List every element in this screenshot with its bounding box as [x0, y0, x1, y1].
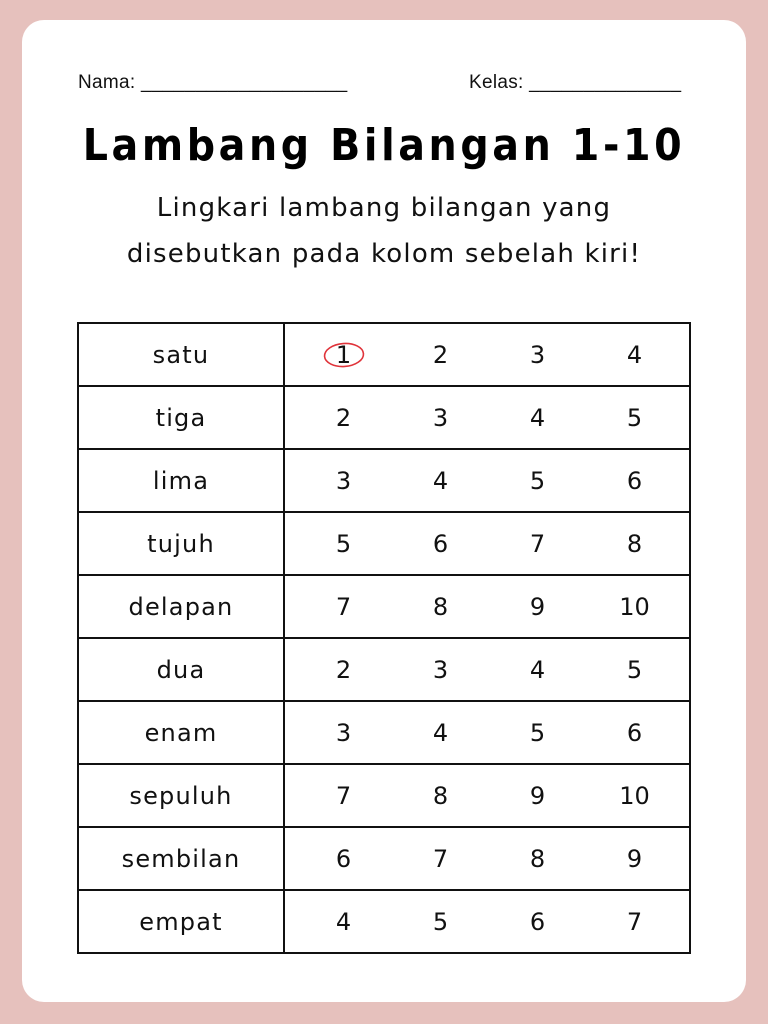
number-choice-label: 8 — [626, 529, 643, 558]
number-choice-label: 6 — [529, 907, 546, 936]
number-choice[interactable] — [605, 467, 665, 495]
table-row — [78, 323, 690, 386]
number-choice[interactable] — [411, 530, 471, 558]
number-choice-label: 8 — [529, 844, 546, 873]
number-table — [77, 322, 691, 954]
number-choice-label: 9 — [529, 592, 546, 621]
number-choice[interactable] — [314, 341, 374, 369]
class-field[interactable]: Kelas: ______________ — [469, 72, 682, 93]
number-choice-label: 6 — [432, 529, 449, 558]
number-choice-label: 4 — [432, 466, 449, 495]
number-choices-cell — [284, 638, 690, 701]
number-choice-label: 5 — [626, 655, 643, 684]
table-row — [78, 764, 690, 827]
number-choice-label: 6 — [335, 844, 352, 873]
number-choice-label: 3 — [335, 466, 352, 495]
number-choice[interactable] — [508, 656, 568, 684]
number-choice[interactable] — [605, 782, 665, 810]
number-choice[interactable] — [605, 341, 665, 369]
worksheet-title: Lambang Bilangan 1-10 — [82, 120, 686, 171]
number-choices — [295, 719, 683, 747]
number-choice[interactable] — [411, 341, 471, 369]
number-choice[interactable] — [411, 656, 471, 684]
number-choice-label: 3 — [432, 403, 449, 432]
table-row — [78, 575, 690, 638]
number-word: enam — [78, 701, 284, 764]
number-choice[interactable] — [314, 593, 374, 621]
number-word: delapan — [78, 575, 284, 638]
number-choice-label: 3 — [335, 718, 352, 747]
number-choice[interactable] — [411, 908, 471, 936]
number-choices-cell — [284, 323, 690, 386]
number-choices — [295, 782, 683, 810]
number-choice[interactable] — [508, 845, 568, 873]
number-choice-label: 7 — [529, 529, 546, 558]
number-choice[interactable] — [508, 908, 568, 936]
number-choice-label: 2 — [432, 340, 449, 369]
number-choice[interactable] — [508, 530, 568, 558]
number-choice[interactable] — [314, 845, 374, 873]
number-choices — [295, 404, 683, 432]
number-choice[interactable] — [508, 341, 568, 369]
table-row — [78, 386, 690, 449]
number-choice-label: 9 — [529, 781, 546, 810]
number-choice-label: 4 — [335, 907, 352, 936]
number-choice[interactable] — [314, 656, 374, 684]
number-word: satu — [78, 323, 284, 386]
number-choices — [295, 467, 683, 495]
table-row — [78, 890, 690, 953]
number-choice[interactable] — [605, 908, 665, 936]
number-choice-label: 5 — [432, 907, 449, 936]
table-row — [78, 638, 690, 701]
number-choice[interactable] — [508, 404, 568, 432]
number-choice[interactable] — [314, 530, 374, 558]
number-choice[interactable] — [605, 530, 665, 558]
number-choices-cell — [284, 386, 690, 449]
number-choice-label: 10 — [619, 592, 650, 621]
number-word: tiga — [78, 386, 284, 449]
name-field[interactable]: Nama: ___________________ — [78, 72, 348, 93]
number-choice[interactable] — [314, 719, 374, 747]
number-choices-cell — [284, 449, 690, 512]
number-choice-label: 7 — [335, 592, 352, 621]
number-choice-label: 8 — [432, 592, 449, 621]
number-choices-cell — [284, 701, 690, 764]
number-choice[interactable] — [411, 719, 471, 747]
number-choice[interactable] — [605, 404, 665, 432]
number-choice-label: 7 — [432, 844, 449, 873]
number-choice-label: 4 — [529, 655, 546, 684]
number-choice-label: 5 — [529, 718, 546, 747]
number-word: dua — [78, 638, 284, 701]
number-choices — [295, 593, 683, 621]
table-row — [78, 512, 690, 575]
number-choices-cell — [284, 827, 690, 890]
table-row — [78, 449, 690, 512]
number-choice[interactable] — [508, 719, 568, 747]
number-choice[interactable] — [411, 593, 471, 621]
number-choice-label: 6 — [626, 466, 643, 495]
number-choices — [295, 530, 683, 558]
table-row — [78, 701, 690, 764]
number-choices-cell — [284, 764, 690, 827]
number-choices — [295, 845, 683, 873]
number-choice-label: 7 — [626, 907, 643, 936]
number-choice-label: 3 — [432, 655, 449, 684]
number-choices-cell — [284, 512, 690, 575]
number-choices — [295, 908, 683, 936]
number-choice-label: 8 — [432, 781, 449, 810]
worksheet-card — [22, 20, 746, 1002]
number-choices-cell — [284, 890, 690, 953]
number-choice-label: 3 — [529, 340, 546, 369]
number-choice-label: 4 — [626, 340, 643, 369]
number-choice[interactable] — [314, 404, 374, 432]
number-choice[interactable] — [411, 782, 471, 810]
number-choice[interactable] — [605, 656, 665, 684]
number-choice[interactable] — [411, 404, 471, 432]
number-choice-label: 10 — [619, 781, 650, 810]
number-choice-label: 5 — [529, 466, 546, 495]
instruction-line-1: Lingkari lambang bilangan yang — [156, 193, 612, 223]
number-choice[interactable] — [508, 782, 568, 810]
table-row — [78, 827, 690, 890]
number-choices — [295, 656, 683, 684]
number-choice[interactable] — [605, 845, 665, 873]
number-choices-cell — [284, 575, 690, 638]
number-choice[interactable] — [411, 845, 471, 873]
number-choice[interactable] — [605, 593, 665, 621]
number-choice[interactable] — [314, 782, 374, 810]
number-choice-label: 1 — [335, 340, 352, 369]
number-choice[interactable] — [605, 719, 665, 747]
instruction-line-2: disebutkan pada kolom sebelah kiri! — [126, 239, 642, 269]
number-word: lima — [78, 449, 284, 512]
number-choice[interactable] — [314, 467, 374, 495]
number-choice[interactable] — [411, 467, 471, 495]
number-word: empat — [78, 890, 284, 953]
number-choice-label: 4 — [529, 403, 546, 432]
number-choice-label: 2 — [335, 403, 352, 432]
number-word: tujuh — [78, 512, 284, 575]
number-word: sepuluh — [78, 764, 284, 827]
number-word: sembilan — [78, 827, 284, 890]
number-choice[interactable] — [508, 593, 568, 621]
number-choice-label: 9 — [626, 844, 643, 873]
number-choice[interactable] — [508, 467, 568, 495]
number-choices — [295, 341, 683, 369]
number-choice-label: 5 — [335, 529, 352, 558]
number-choice-label: 6 — [626, 718, 643, 747]
number-choice-label: 5 — [626, 403, 643, 432]
number-choice-label: 7 — [335, 781, 352, 810]
number-choice[interactable] — [314, 908, 374, 936]
number-choice-label: 4 — [432, 718, 449, 747]
number-choice-label: 2 — [335, 655, 352, 684]
